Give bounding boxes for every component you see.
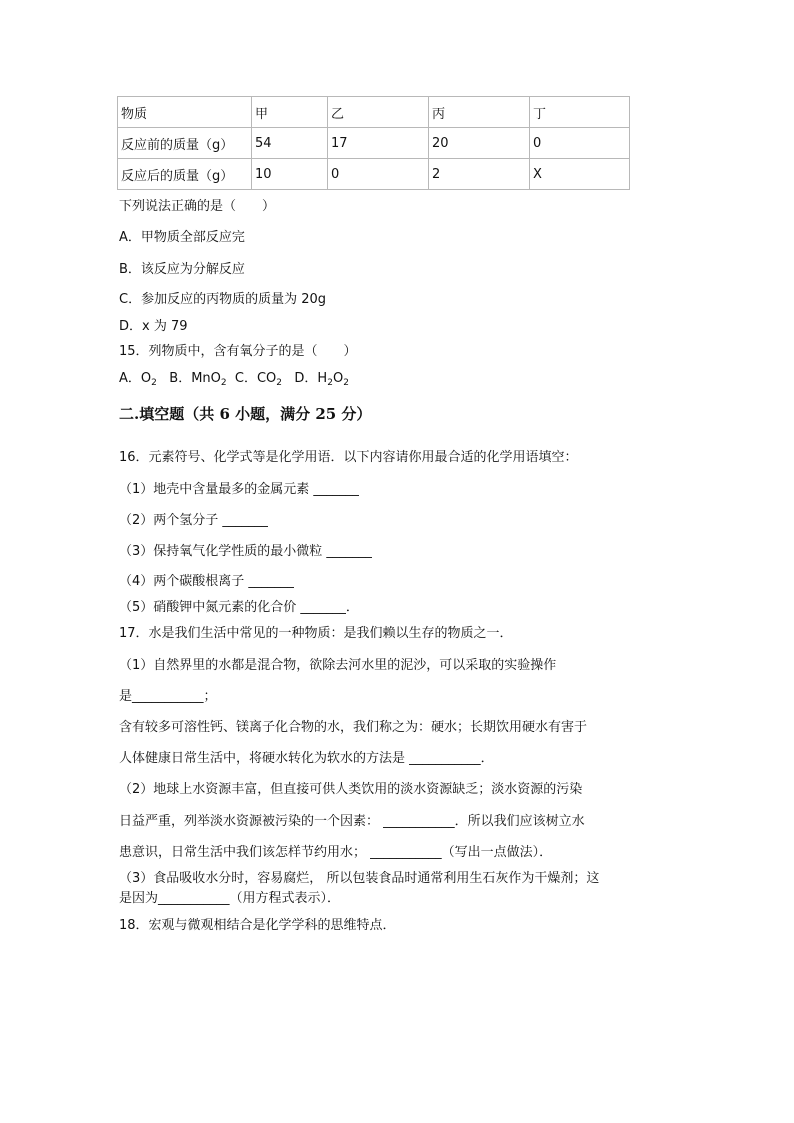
table-cell: 物质 (118, 97, 252, 128)
question-17-line: （1）自然界里的水都是混合物，欲除去河水里的泥沙，可以采取的实验操作 (119, 658, 557, 673)
table-cell: 54 (252, 128, 328, 159)
question-16-item: （4）两个碳酸根离子 _______ (119, 574, 294, 589)
question-17-line: （2）地球上水资源丰富，但直接可供人类饮用的淡水资源缺乏；淡水资源的污染 (119, 782, 583, 797)
table-cell: 2 (429, 159, 530, 190)
table-row (118, 97, 630, 128)
table-cell: 甲 (252, 97, 328, 128)
table-cell: 0 (328, 159, 429, 190)
table-cell: X (530, 159, 630, 190)
question-17-line: 人体健康日常生活中，将硬水转化为软水的方法是 ___________． (119, 751, 494, 766)
option-d: D．x 为 79 (119, 319, 188, 334)
question-14-prompt: 下列说法正确的是（ ） (119, 199, 276, 214)
option-c: C．$CO_2$ (234, 371, 283, 388)
question-17-line: 是___________； (119, 689, 217, 704)
option-b: B．该反应为分解反应 (119, 262, 245, 277)
question-17-line: 是因为___________（用方程式表示）． (119, 891, 341, 906)
table-cell: 反应后的质量（g） (118, 159, 252, 190)
table-cell: 20 (429, 128, 530, 159)
question-18-prompt: 18．宏观与微观相结合是化学学科的思维特点． (119, 918, 396, 933)
option-a: A．$O_2$ (119, 371, 157, 388)
question-16-item: （3）保持氧气化学性质的最小微粒 _______ (119, 544, 372, 559)
question-16-item: （5）硝酸钾中氮元素的化合价 _______． (119, 600, 359, 615)
option-c: C．参加反应的丙物质的质量为 20g (119, 292, 327, 307)
question-16-item: （1）地壳中含量最多的金属元素 _______ (119, 482, 359, 497)
mass-table (117, 96, 630, 190)
table-cell: 17 (328, 128, 429, 159)
question-17-line: 患意识，日常生活中我们该怎样节约用水； ___________（写出一点做法）． (119, 845, 553, 860)
option-b: B．MnO$_2$ (169, 371, 227, 388)
question-17-line: （3）食品吸收水分时，容易腐烂， 所以包装食品时通常利用生石灰作为干燥剂；这 (119, 871, 600, 886)
table-cell: 丙 (429, 97, 530, 128)
table-cell: 乙 (328, 97, 429, 128)
question-15-options (119, 370, 349, 388)
table-row (118, 128, 630, 159)
table-cell: 10 (252, 159, 328, 190)
table-cell: 0 (530, 128, 630, 159)
question-17-prompt: 17．水是我们生活中常见的一种物质：是我们赖以生存的物质之一． (119, 626, 513, 641)
question-16-prompt: 16．元素符号、化学式等是化学用语．以下内容请你用最合适的化学用语填空： (119, 450, 578, 465)
question-17-line: 含有较多可溶性钙、镁离子化合物的水，我们称之为：硬水；长期饮用硬水有害于 (119, 720, 588, 735)
question-16-item: （2）两个氢分子 _______ (119, 513, 268, 528)
option-a: A．甲物质全部反应完 (119, 230, 245, 245)
question-15-prompt: 15．列物质中，含有氧分子的是（ ） (119, 344, 357, 359)
question-17-line: 日益严重，列举淡水资源被污染的一个因素： ___________．所以我们应该树立水 (119, 814, 585, 829)
section-heading: 二.填空题（共 6 小题，满分 25 分） (119, 405, 372, 423)
option-d: D．$H_2O_2$ (294, 371, 349, 388)
table-row (118, 159, 630, 190)
table-cell: 丁 (530, 97, 630, 128)
table-cell: 反应前的质量（g） (118, 128, 252, 159)
